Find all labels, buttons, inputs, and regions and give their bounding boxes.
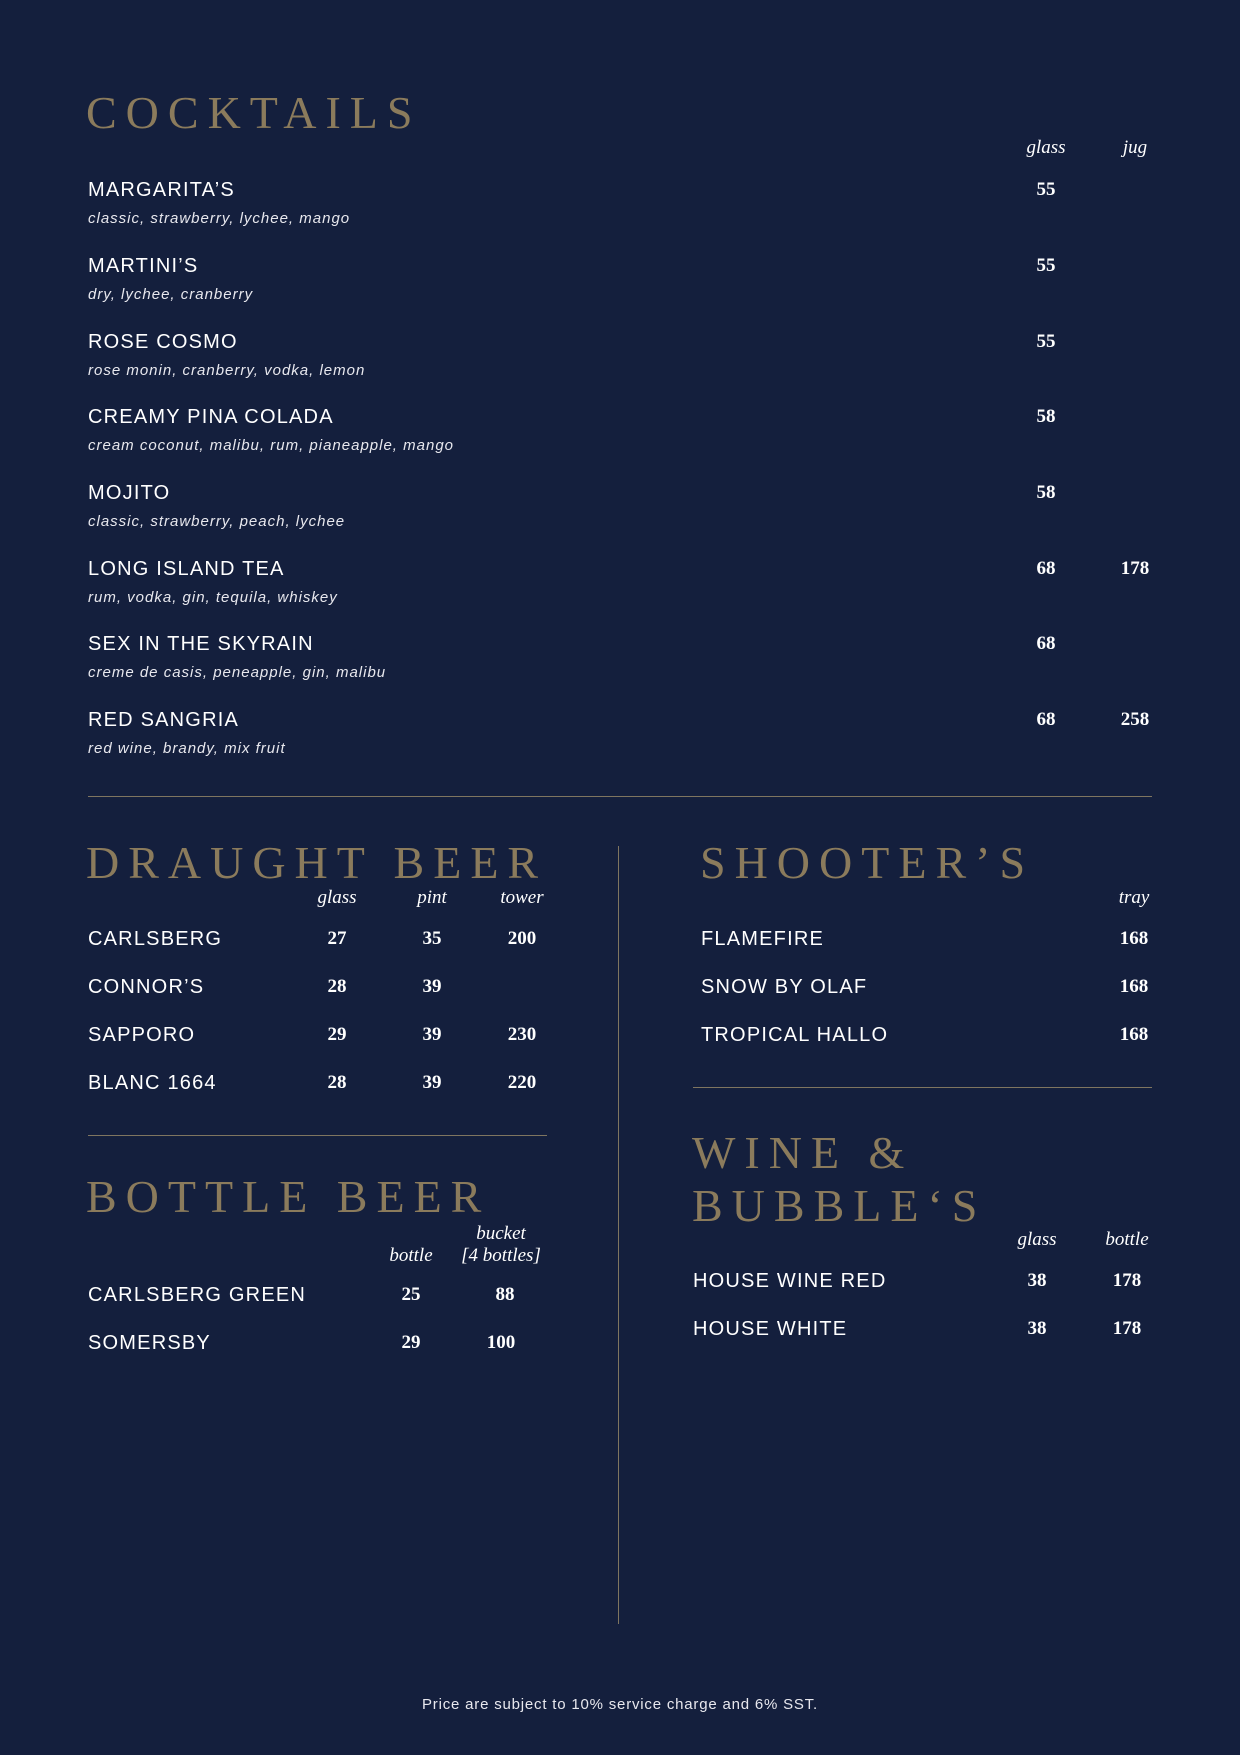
cocktail-glass-price: 58 xyxy=(1036,406,1056,427)
cocktail-name: LONG ISLAND TEA xyxy=(88,558,285,580)
cocktail-description: cream coconut, malibu, rum, pianeapple, mango xyxy=(88,437,455,454)
cocktail-description: rose monin, cranberry, vodka, lemon xyxy=(88,362,366,379)
shooter-name: FLAMEFIRE xyxy=(701,928,825,950)
shooters-title: SHOOTER’S xyxy=(700,837,1035,888)
cocktail-description: dry, lychee, cranberry xyxy=(88,286,254,303)
bottle-beer-title: BOTTLE BEER xyxy=(86,1171,491,1222)
wine-title-line1: WINE & xyxy=(692,1127,914,1178)
bottle-price: 29 xyxy=(401,1332,421,1353)
cocktails-jug-header: jug xyxy=(1122,137,1148,158)
vertical-divider xyxy=(618,846,619,1624)
wine-name: HOUSE WINE RED xyxy=(693,1270,887,1292)
cocktail-glass-price: 55 xyxy=(1036,179,1056,200)
cocktail-glass-price: 55 xyxy=(1036,255,1056,276)
bottle-header: bottle xyxy=(389,1245,433,1266)
shooters-tray-header: tray xyxy=(1118,887,1150,908)
draught-glass-price: 28 xyxy=(327,1072,347,1093)
draught-tower-price: 230 xyxy=(507,1024,537,1045)
cocktail-name: RED SANGRIA xyxy=(88,709,240,731)
draught-pint-price: 39 xyxy=(422,1024,442,1045)
cocktails-divider xyxy=(88,796,1152,797)
draught-glass-price: 28 xyxy=(327,976,347,997)
service-charge-note: Price are subject to 10% service charge and 6% SST. xyxy=(422,1696,818,1713)
cocktail-description: rum, vodka, gin, tequila, whiskey xyxy=(88,589,338,606)
shooter-tray-price: 168 xyxy=(1119,976,1149,997)
draught-name: CONNOR’S xyxy=(88,976,205,998)
draught-tower-header: tower xyxy=(500,887,544,908)
cocktail-name: MOJITO xyxy=(88,482,171,504)
draught-glass-price: 27 xyxy=(327,928,347,949)
cocktail-jug-price: 178 xyxy=(1120,558,1150,579)
draught-tower-price: 200 xyxy=(507,928,537,949)
cocktail-name: ROSE COSMO xyxy=(88,331,238,353)
draught-pint-price: 39 xyxy=(422,1072,442,1093)
wine-glass-price: 38 xyxy=(1027,1270,1047,1291)
cocktail-glass-price: 58 xyxy=(1036,482,1056,503)
draught-name: BLANC 1664 xyxy=(88,1072,217,1094)
draught-glass-header: glass xyxy=(317,887,357,908)
wine-title-line2: BUBBLE‘S xyxy=(692,1180,987,1231)
bottle-name: SOMERSBY xyxy=(88,1332,211,1354)
cocktail-description: red wine, brandy, mix fruit xyxy=(88,740,286,757)
cocktail-glass-price: 68 xyxy=(1036,709,1056,730)
bucket-header-line2: [4 bottles] xyxy=(461,1245,541,1266)
draught-pint-price: 39 xyxy=(422,976,442,997)
wine-bottle-header: bottle xyxy=(1105,1229,1149,1250)
bucket-price: 100 xyxy=(486,1332,516,1353)
bottle-price: 25 xyxy=(401,1284,421,1305)
cocktail-glass-price: 68 xyxy=(1036,633,1056,654)
cocktails-glass-header: glass xyxy=(1026,137,1066,158)
cocktail-name: SEX IN THE SKYRAIN xyxy=(88,633,314,655)
cocktail-glass-price: 55 xyxy=(1036,331,1056,352)
wine-name: HOUSE WHITE xyxy=(693,1318,848,1340)
bucket-header-line1: bucket xyxy=(476,1223,526,1244)
shooter-name: SNOW BY OLAF xyxy=(701,976,868,998)
wine-bottle-price: 178 xyxy=(1112,1318,1142,1339)
cocktail-glass-price: 68 xyxy=(1036,558,1056,579)
draught-tower-price: 220 xyxy=(507,1072,537,1093)
cocktails-title: COCKTAILS xyxy=(86,87,422,138)
cocktail-description: creme de casis, peneapple, gin, malibu xyxy=(88,664,387,681)
wine-glass-header: glass xyxy=(1017,1229,1057,1250)
shooter-tray-price: 168 xyxy=(1119,1024,1149,1045)
draught-glass-price: 29 xyxy=(327,1024,347,1045)
draught-name: SAPPORO xyxy=(88,1024,196,1046)
cocktail-jug-price: 258 xyxy=(1120,709,1150,730)
wine-glass-price: 38 xyxy=(1027,1318,1047,1339)
bottle-name: CARLSBERG GREEN xyxy=(88,1284,307,1306)
cocktail-name: CREAMY PINA COLADA xyxy=(88,406,334,428)
draught-name: CARLSBERG xyxy=(88,928,223,950)
shooter-name: TROPICAL HALLO xyxy=(701,1024,889,1046)
draught-pint-price: 35 xyxy=(422,928,442,949)
draught-divider xyxy=(88,1135,547,1136)
cocktail-description: classic, strawberry, peach, lychee xyxy=(88,513,346,530)
cocktail-description: classic, strawberry, lychee, mango xyxy=(88,210,351,227)
bucket-price: 88 xyxy=(495,1284,515,1305)
cocktail-name: MARGARITA’S xyxy=(88,179,235,201)
draught-pint-header: pint xyxy=(417,887,447,908)
wine-bottle-price: 178 xyxy=(1112,1270,1142,1291)
shooters-divider xyxy=(693,1087,1152,1088)
shooter-tray-price: 168 xyxy=(1119,928,1149,949)
cocktail-name: MARTINI’S xyxy=(88,255,199,277)
draught-beer-title: DRAUGHT BEER xyxy=(86,837,548,888)
